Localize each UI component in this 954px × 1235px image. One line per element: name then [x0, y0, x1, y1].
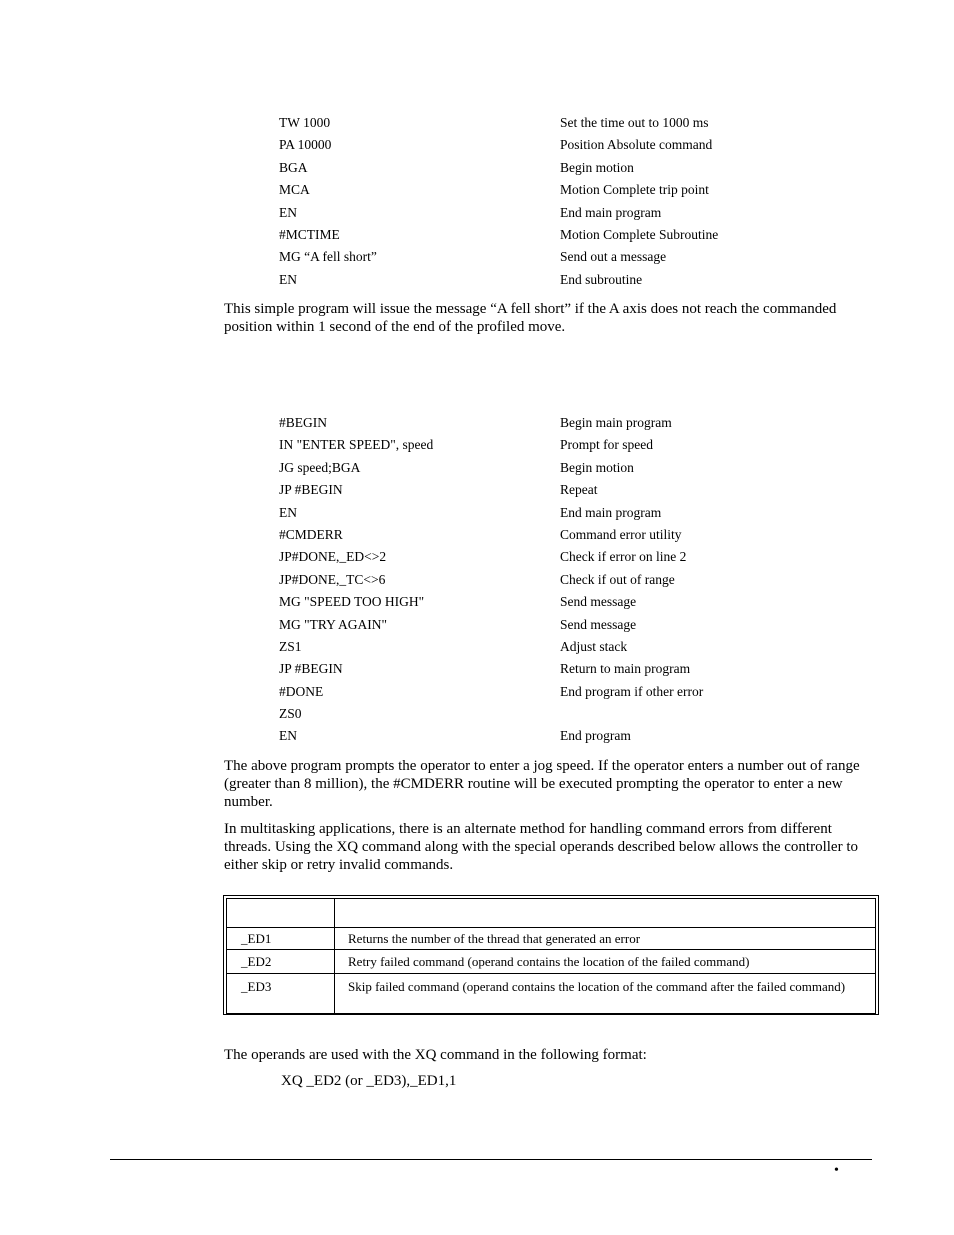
code-command: EN [279, 271, 297, 287]
code-comment: End program if other error [560, 683, 704, 699]
code-listing-1 [279, 112, 879, 291]
description-cell: Returns the number of the thread that generated an error [335, 928, 876, 950]
code-comment: Begin main program [560, 415, 672, 430]
operand-cell: _ED1 [227, 928, 335, 950]
code-line [279, 134, 879, 156]
code-command: JP#DONE,_TC<>6 [279, 571, 386, 587]
code-comment: Send message [560, 594, 637, 610]
description-cell: Retry failed command (operand contains the location of the failed command) [335, 950, 876, 974]
code-line [279, 224, 879, 246]
code-comment: Check if out of range [560, 571, 675, 587]
code-comment: Begin motion [560, 159, 634, 175]
footer-divider [110, 1159, 872, 1160]
code-command: EN [279, 728, 297, 744]
paragraph-1: This simple program will issue the message “A fell short” if the A axis does not reach the commanded position within 1 second of the end of the profiled move. [224, 301, 837, 335]
code-command: MG "SPEED TOO HIGH" [279, 594, 425, 610]
code-line [279, 157, 879, 179]
code-comment: Repeat [560, 482, 598, 498]
code-command: MCA [279, 182, 310, 198]
code-comment: Begin motion [560, 459, 634, 475]
code-command: JP#DONE,_ED<>2 [279, 549, 387, 565]
code-line [279, 703, 879, 725]
code-command: #BEGIN [279, 415, 327, 430]
code-comment: Return to main program [560, 661, 691, 677]
code-command: ZS1 [279, 638, 302, 654]
code-command: EN [279, 504, 297, 520]
description-cell: Skip failed command (operand contains the location of the command after the failed command) [335, 974, 876, 1014]
code-line [279, 591, 879, 613]
code-line [279, 502, 879, 524]
code-command: EN [279, 204, 297, 220]
operand-cell: _ED2 [227, 950, 335, 974]
code-command: JP #BEGIN [279, 482, 343, 498]
table-header-cell [335, 899, 876, 928]
code-line [279, 658, 879, 680]
code-command: #CMDERR [279, 526, 343, 542]
table-row [227, 928, 876, 950]
code-command: MG "TRY AGAIN" [279, 616, 388, 632]
code-line [279, 434, 879, 456]
code-comment: Motion Complete trip point [560, 182, 709, 198]
code-line [279, 112, 879, 134]
code-line [279, 179, 879, 201]
code-comment: Command error utility [560, 526, 682, 542]
code-command: ZS0 [279, 706, 302, 722]
code-comment: End program [560, 728, 631, 744]
table-row [227, 974, 876, 1014]
code-command: BGA [279, 159, 308, 175]
code-comment: Position Absolute command [560, 137, 713, 153]
code-command: TW 1000 [279, 115, 331, 130]
table-header-row [227, 899, 876, 928]
code-line [279, 412, 879, 434]
code-line [279, 614, 879, 636]
code-comment: End subroutine [560, 271, 643, 287]
code-line [279, 246, 879, 268]
code-line [279, 479, 879, 501]
code-line [279, 725, 879, 747]
code-listing-2 [279, 412, 879, 748]
paragraph-2: The above program prompts the operator to enter a jog speed. If the operator enters a number out of range (greater than 8 million), the #CMDERR routine will be executed prompting the operator to enter a new number. [224, 758, 860, 810]
code-comment: Send message [560, 616, 637, 632]
paragraph-3: In multitasking applications, there is an alternate method for handling command errors from different threads. Using the XQ command along with the special operands described below allows the controller to either skip or retry invalid commands. [224, 821, 858, 873]
code-comment: Send out a message [560, 249, 667, 265]
code-comment: Adjust stack [560, 638, 628, 654]
code-comment: Prompt for speed [560, 437, 653, 453]
code-comment: Check if error on line 2 [560, 549, 687, 565]
table-row [227, 950, 876, 974]
syntax-example: XQ _ED2 (or _ED3),_ED1,1 [281, 1073, 457, 1089]
code-command: JG speed;BGA [279, 459, 361, 475]
operand-table [223, 895, 879, 1015]
code-command: IN "ENTER SPEED", speed [279, 437, 434, 453]
code-line [279, 202, 879, 224]
operand-cell: _ED3 [227, 974, 335, 1014]
code-line [279, 636, 879, 658]
code-line [279, 524, 879, 546]
code-line [279, 546, 879, 568]
code-comment: Motion Complete Subroutine [560, 226, 719, 242]
code-command: #MCTIME [279, 226, 340, 242]
table-header-cell [227, 899, 335, 928]
footer-bullet: • [834, 1163, 839, 1178]
code-line [279, 457, 879, 479]
code-comment: End main program [560, 204, 662, 220]
code-command: JP #BEGIN [279, 661, 343, 677]
code-command: PA 10000 [279, 137, 332, 153]
code-line [279, 269, 879, 291]
code-comment: End main program [560, 504, 662, 520]
code-command: MG “A fell short” [279, 249, 377, 265]
code-comment: Set the time out to 1000 ms [560, 115, 709, 130]
code-line [279, 681, 879, 703]
code-command: #DONE [279, 683, 324, 699]
code-line [279, 569, 879, 591]
paragraph-4: The operands are used with the XQ command in the following format: [224, 1047, 647, 1063]
